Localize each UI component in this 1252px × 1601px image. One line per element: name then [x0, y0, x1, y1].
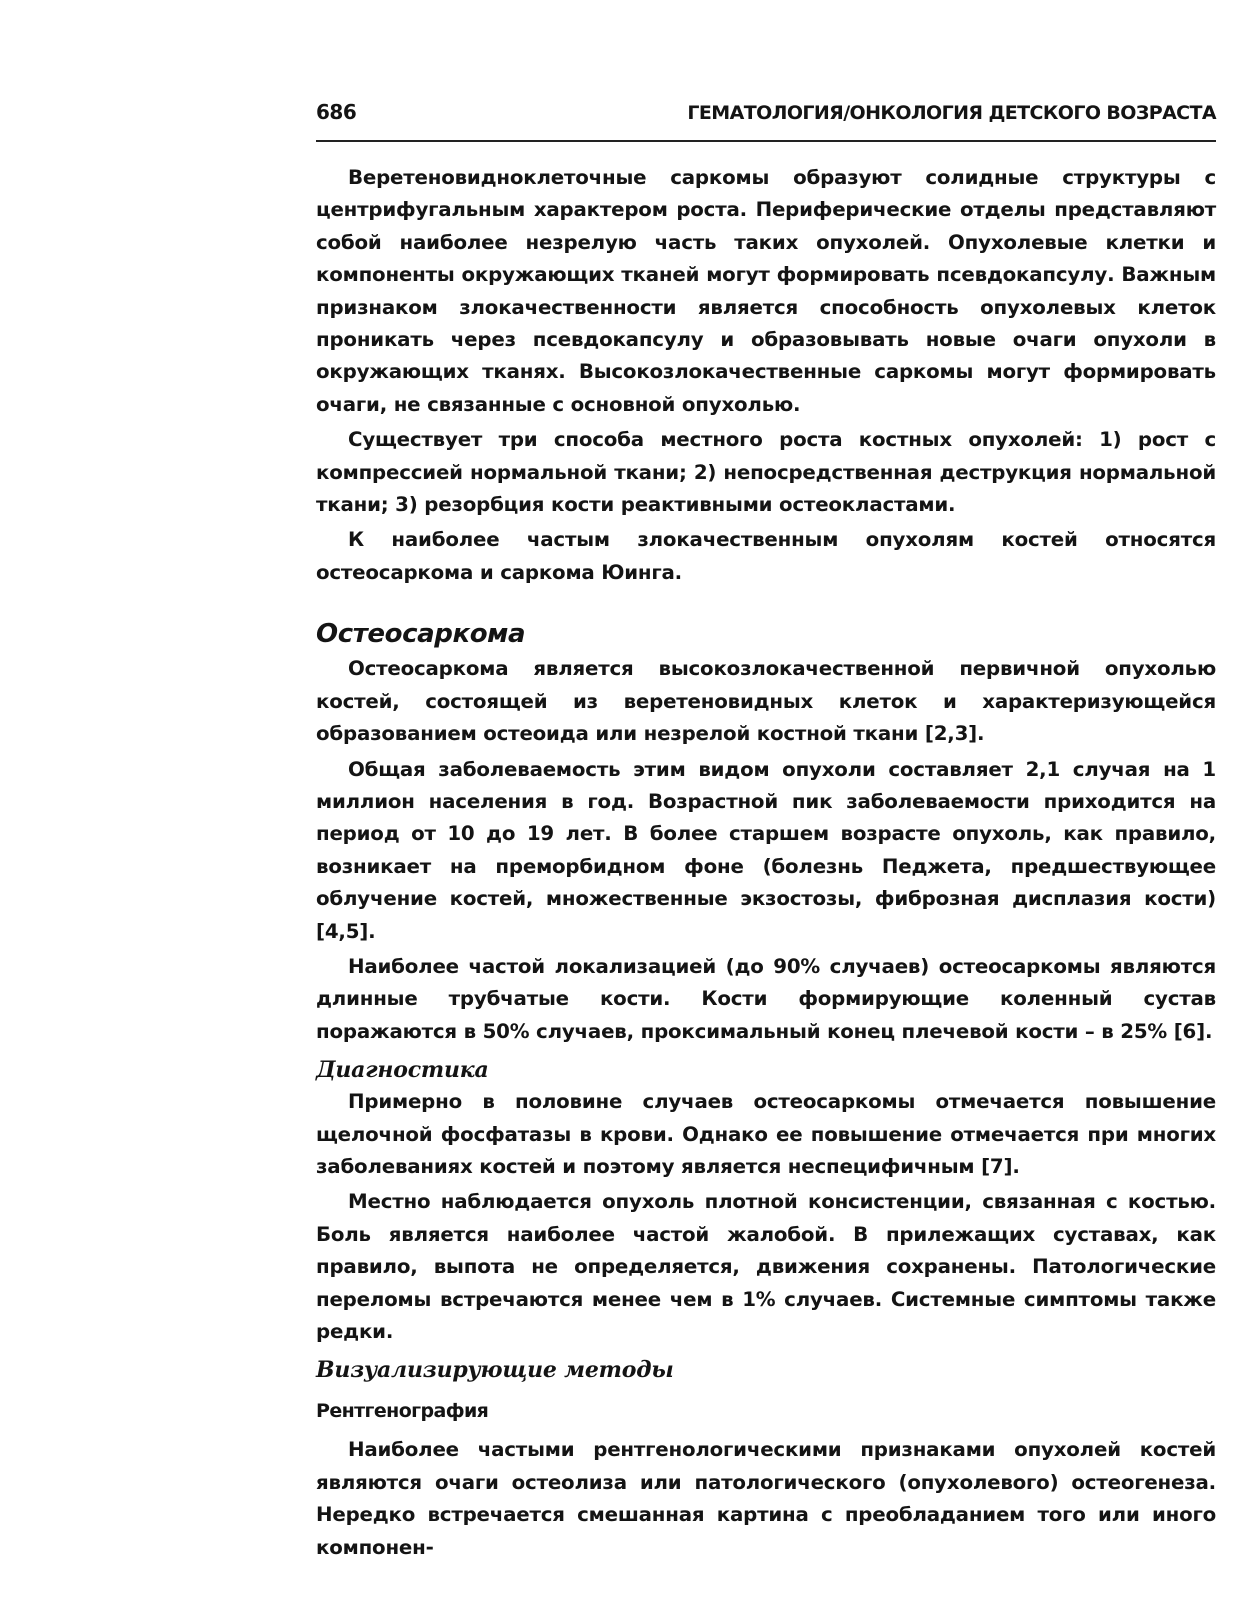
section-heading-osteosarcoma: Остеосаркома: [316, 619, 526, 650]
page-header: [316, 100, 1216, 142]
paragraph: Существует три способа местного роста костных опухолей: 1) рост с компрессией нормальной ткани; 2) непосредственная деструкция нормальной ткани; 3) резорбция кости реактивными остеокластами.: [316, 428, 1216, 517]
book-page: [316, 100, 1216, 1564]
paragraph: Общая заболеваемость этим видом опухоли составляет 2,1 случая на 1 миллион населения в год. Возрастной пик заболеваемости приходится на период от 10 до 19 лет. В более старшем возрасте опухоль, как правило, возникает на преморбидном фоне (болезнь Педжета, предшествующее облучение костей, множественные экзостозы, фиброзная дисплазия кости) [4,5].: [316, 757, 1216, 943]
subsubsection-heading-radiography: Рентгенография: [316, 1400, 489, 1423]
subsection-heading-imaging: Визуализирующие методы: [316, 1357, 674, 1384]
page-content: [316, 162, 1216, 1564]
paragraph: Примерно в половине случаев остеосаркомы отмечается повышение щелочной фосфатазы в крови. Однако ее повышение отмечается при многих заболеваниях костей и поэтому является неспецифичным [7].: [316, 1090, 1216, 1178]
subsection-heading-diagnostics: Диагностика: [316, 1057, 489, 1084]
paragraph: Местно наблюдается опухоль плотной консистенции, связанная с костью. Боль является наиболее частой жалобой. В прилежащих суставах, как правило, выпота не определяется, движения сохранены. Патологические переломы встречаются менее чем в 1% случаев. Системные симптомы также редки.: [316, 1190, 1216, 1343]
page-number: 686: [316, 100, 357, 124]
paragraph: Веретеновидноклеточные саркомы образуют солидные структуры с центрифугальным характером роста. Периферические отделы представляют собой наиболее незрелую часть таких опухолей. Опухолевые клетки и компоненты окружающих тканей могут формировать псевдокапсулу. Важным признаком злокачественности является способность опухолевых клеток проникать через псевдокапсулу и образовывать новые очаги опухоли в окружающих тканях. Высокозлокачественные саркомы могут формировать очаги, не связанные с основной опухолью.: [316, 166, 1216, 416]
paragraph: Наиболее частыми рентгенологическими признаками опухолей костей являются очаги остеолиза или патологического (опухолевого) остеогенеза. Нередко встречается смешанная картина с преобладанием того или иного компонен-: [316, 1438, 1216, 1559]
paragraph: Наиболее частой локализацией (до 90% случаев) остеосаркомы являются длинные трубчатые кости. Кости формирующие коленный сустав поражаются в 50% случаев, проксимальный конец плечевой кости – в 25% [6].: [316, 954, 1216, 1043]
paragraph: К наиболее частым злокачественным опухолям костей относятся остеосаркома и саркома Юинга.: [316, 528, 1216, 584]
running-head: ГЕМАТОЛОГИЯ/ОНКОЛОГИЯ ДЕТСКОГО ВОЗРАСТА: [687, 102, 1216, 124]
paragraph: Остеосаркома является высокозлокачественной первичной опухолью костей, состоящей из веретеновидных клеток и характеризующейся образованием остеоида или незрелой костной ткани [2,3].: [316, 657, 1216, 746]
